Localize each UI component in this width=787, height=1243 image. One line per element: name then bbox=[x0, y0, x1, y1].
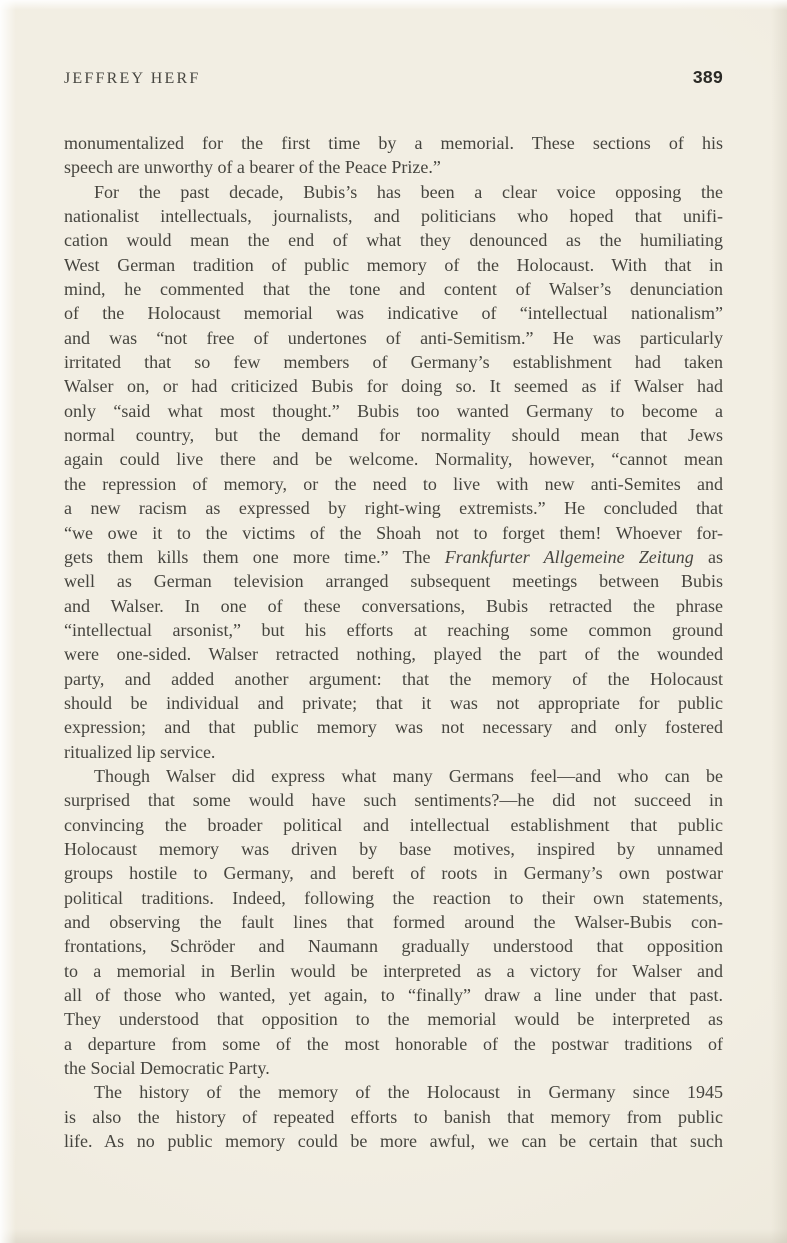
text-line: a departure from some of the most honorable of the postwar traditions of bbox=[64, 1033, 723, 1054]
text-line: were one-sided. Walser retracted nothing, played the part of the wounded bbox=[64, 644, 723, 665]
text-line: again could live there and be welcome. Normality, however, “cannot mean bbox=[64, 449, 723, 470]
text-line: the repression of memory, or the need to live with new anti-Semites and bbox=[64, 473, 723, 494]
text-line: Though Walser did express what many Germans feel—and who can be bbox=[94, 765, 723, 786]
text-line: expression; and that public memory was not necessary and only fostered bbox=[64, 717, 723, 738]
text-body bbox=[64, 131, 723, 1153]
text-line: to a memorial in Berlin would be interpreted as a victory for Walser and bbox=[64, 960, 723, 981]
text-line: groups hostile to Germany, and bereft of roots in Germany’s own postwar bbox=[64, 863, 723, 884]
text-line: life. As no public memory could be more awful, we can be certain that such bbox=[64, 1131, 723, 1152]
text-line: normal country, but the demand for normality should mean that Jews bbox=[64, 425, 723, 446]
text-segment: as bbox=[693, 546, 723, 567]
text-line: a new racism as expressed by right-wing extremists.” He concluded that bbox=[64, 498, 723, 519]
text-line: should be individual and private; that it was not appropriate for public bbox=[64, 692, 723, 713]
author-running-head: JEFFREY HERF bbox=[64, 70, 201, 87]
text-line: They understood that opposition to the memorial would be interpreted as bbox=[64, 1009, 723, 1030]
text-line: “we owe it to the victims of the Shoah not to forget them! Whoever for- bbox=[64, 522, 723, 543]
text-line: and Walser. In one of these conversations, Bubis retracted the phrase bbox=[64, 595, 723, 616]
text-line: political traditions. Indeed, following the reaction to their own statements, bbox=[64, 887, 723, 908]
text-line: of the Holocaust memorial was indicative of “intellectual nationalism” bbox=[64, 303, 723, 324]
text-line: surprised that some would have such sentiments?—he did not succeed in bbox=[64, 790, 723, 811]
text-line: monumentalized for the first time by a memorial. These sections of his bbox=[64, 133, 723, 153]
italic-journal-title: Frankfurter Allgemeine Zeitung bbox=[444, 546, 694, 567]
text-line: party, and added another argument: that the memory of the Holocaust bbox=[64, 668, 723, 689]
text-line: For the past decade, Bubis’s has been a clear voice opposing the bbox=[94, 181, 723, 202]
text-segment: gets them kills them one more time.” The bbox=[64, 546, 445, 567]
text-line: nationalist intellectuals, journalists, and politicians who hoped that unifi- bbox=[64, 206, 723, 227]
text-line: The history of the memory of the Holocaust in Germany since 1945 bbox=[94, 1082, 723, 1103]
paragraph bbox=[64, 764, 723, 1080]
paragraph bbox=[64, 1080, 723, 1153]
text-line: Holocaust memory was driven by base motives, inspired by unnamed bbox=[64, 838, 723, 859]
paragraph bbox=[64, 180, 723, 764]
text-line: well as German television arranged subsequent meetings between Bubis bbox=[64, 571, 723, 592]
text-line: irritated that so few members of Germany’s establishment had taken bbox=[64, 352, 723, 373]
text-line: the Social Democratic Party. bbox=[64, 1058, 270, 1079]
text-line: cation would mean the end of what they denounced as the humiliating bbox=[64, 230, 723, 251]
text-line: Walser on, or had criticized Bubis for doing so. It seemed as if Walser had bbox=[64, 376, 723, 397]
text-line: speech are unworthy of a bearer of the Peace Prize.” bbox=[64, 157, 441, 178]
text-line: “intellectual arsonist,” but his efforts at reaching some common ground bbox=[64, 619, 723, 640]
text-line: convincing the broader political and intellectual establishment that public bbox=[64, 814, 723, 835]
text-line bbox=[64, 545, 723, 569]
text-line: all of those who wanted, yet again, to “finally” draw a line under that past. bbox=[64, 985, 723, 1006]
text-line: is also the history of repeated efforts to banish that memory from public bbox=[64, 1106, 723, 1127]
paragraph bbox=[64, 131, 723, 180]
text-line: ritualized lip service. bbox=[64, 741, 216, 762]
text-line: only “said what most thought.” Bubis too wanted Germany to become a bbox=[64, 400, 723, 421]
text-line: mind, he commented that the tone and content of Walser’s denunciation bbox=[64, 279, 723, 300]
text-line: and was “not free of undertones of anti-Semitism.” He was particularly bbox=[64, 327, 723, 348]
running-head bbox=[64, 67, 723, 88]
text-line: West German tradition of public memory of the Holocaust. With that in bbox=[64, 254, 723, 275]
page-number: 389 bbox=[692, 67, 723, 87]
text-line: and observing the fault lines that formed around the Walser-Bubis con- bbox=[64, 912, 723, 932]
text-line: frontations, Schröder and Naumann gradually understood that opposition bbox=[64, 936, 723, 957]
